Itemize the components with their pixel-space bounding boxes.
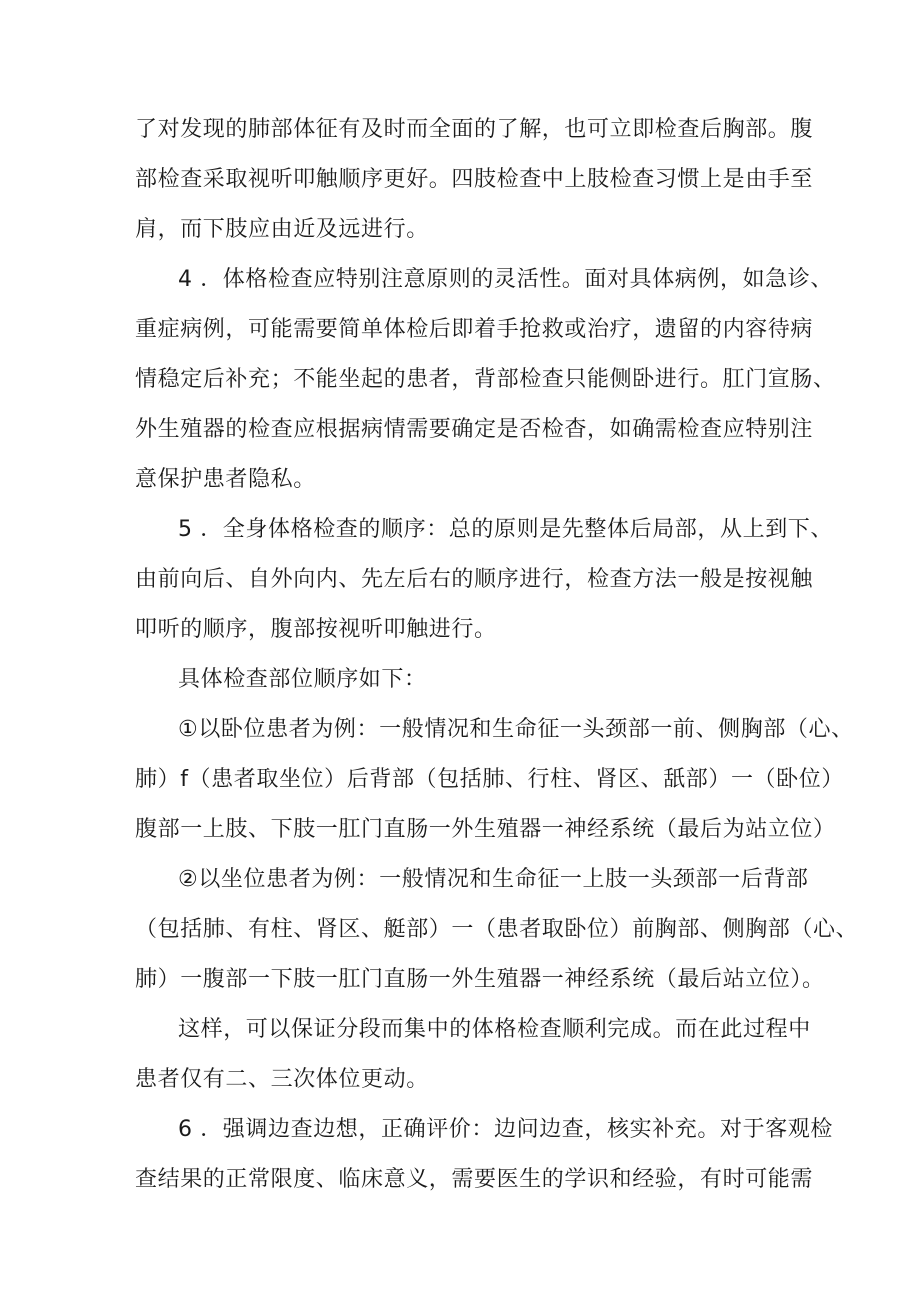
paragraph-line-18: 肺）一腹部一下肢一肛门直肠一外生殖器一神经系统（最后站立位）。 xyxy=(135,967,825,992)
paragraph-line-15: 腹部一上肢、下肢一肛门直肠一外生殖器一神经系统（最后为站立位） xyxy=(135,817,836,842)
paragraph-line-7: 外生殖器的检查应根据病情需要确定是否检杳，如确需检查应特别注 xyxy=(135,417,814,442)
paragraph-line-22: 查结果的正常限度、临床意义，需要医生的学识和经验，有时可能需 xyxy=(135,1167,814,1192)
paragraph-line-21: 6 ．强调边查边想，正确评价：边问边查，核实补充。对于客观检 xyxy=(178,1117,833,1142)
paragraph-line-5: 重症病例，可能需要简单体检后即着手抢救或治疗，遗留的内容待病 xyxy=(135,317,814,342)
paragraph-line-2: 部检查采取视听叩触顺序更好。四肢检查中上肢检查习惯上是由手至 xyxy=(135,167,814,192)
paragraph-line-10: 由前向后、自外向内、先左后右的顺序进行，检查方法一般是按视触 xyxy=(135,567,814,592)
paragraph-line-6: 情稳定后补充；不能坐起的患者，背部检查只能侧卧进行。肛门宣肠、 xyxy=(135,367,836,392)
paragraph-line-9: 5 ．全身体格检查的顺序：总的原则是先整体后局部，从上到下、 xyxy=(178,517,833,542)
paragraph-line-12: 具体检查部位顺序如下： xyxy=(178,667,427,692)
paragraph-line-8: 意保护患者隐私。 xyxy=(135,467,316,492)
paragraph-line-17: （包括肺、有柱、肾区、艇部）一（患者取卧位）前胸部、侧胸部（心、 xyxy=(135,917,859,942)
paragraph-line-1: 了对发现的肺部体征有及时而全面的了解，也可立即检查后胸部。腹 xyxy=(135,117,814,142)
paragraph-line-14: 肺）f（患者取坐位）后背部（包括肺、行柱、肾区、舐部）一（卧位） xyxy=(135,767,844,792)
paragraph-line-20: 患者仅有二、三次体位更动。 xyxy=(135,1067,429,1092)
paragraph-line-16: ②以坐位患者为例：一般情况和生命征一上肢一头颈部一后背部 xyxy=(178,867,809,892)
paragraph-line-11: 叩听的顺序，腹部按视听叩触进行。 xyxy=(135,617,497,642)
paragraph-line-4: 4 ．体格检查应特别注意原则的灵活性。面对具体病例，如急诊、 xyxy=(178,267,833,292)
paragraph-line-3: 肩，而下肢应由近及远进行。 xyxy=(135,217,429,242)
paragraph-line-19: 这样，可以保证分段而集中的体格检查顺利完成。而在此过程中 xyxy=(178,1017,811,1042)
paragraph-line-13: ①以卧位患者为例：一般情况和生命征一头颈部一前、侧胸部（心、 xyxy=(178,717,854,742)
